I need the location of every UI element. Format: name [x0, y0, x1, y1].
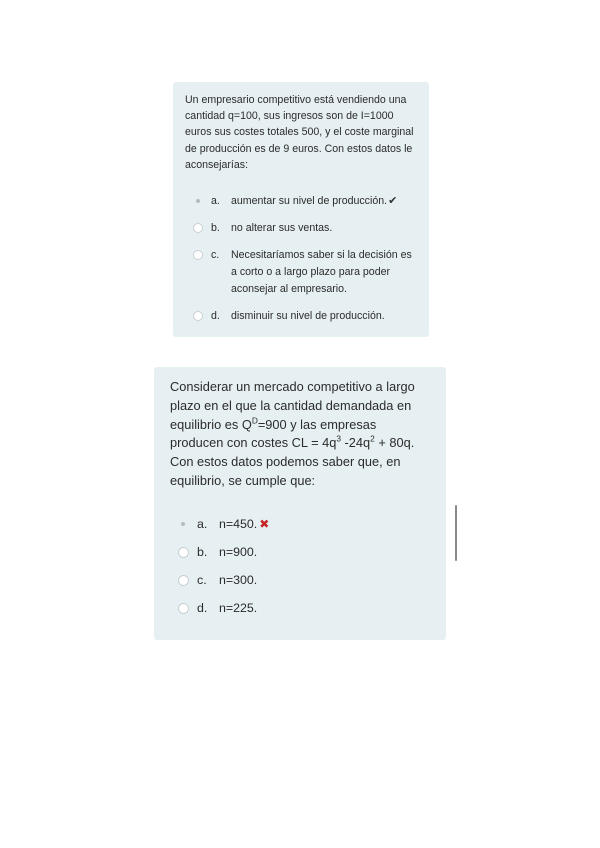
- answer-list: [170, 515, 432, 617]
- superscript: 2: [370, 434, 375, 445]
- answer-letter: c.: [211, 249, 220, 262]
- answer-text: n=900.: [219, 544, 258, 559]
- question-text-part: -24q: [340, 435, 371, 451]
- answer-text: n=225.: [219, 600, 258, 615]
- radio-button-selected[interactable]: [193, 196, 203, 206]
- radio-button[interactable]: [193, 311, 203, 321]
- answer-letter: a.: [197, 516, 208, 531]
- answer-option-c[interactable]: [170, 571, 432, 589]
- answer-letter: a.: [211, 195, 220, 208]
- answer-option-a[interactable]: [170, 515, 432, 533]
- radio-button[interactable]: [178, 575, 189, 586]
- answer-list: [185, 193, 417, 325]
- answer-text: no alterar sus ventas.: [231, 222, 333, 235]
- answer-option-d[interactable]: [185, 308, 417, 325]
- question-card-1: [173, 82, 429, 337]
- radio-button[interactable]: [193, 250, 203, 260]
- answer-letter: d.: [197, 600, 208, 615]
- answer-text: Necesitaríamos saber si la decisión es a corto o a largo plazo para poder aconsejar al empresario.: [231, 249, 412, 296]
- radio-button[interactable]: [193, 223, 203, 233]
- cross-icon: ✖: [259, 516, 270, 531]
- answer-letter: b.: [197, 544, 208, 559]
- answer-text: n=450.: [219, 516, 258, 531]
- radio-button[interactable]: [178, 547, 189, 558]
- question-text: [170, 378, 432, 491]
- answer-text: disminuir su nivel de producción.: [231, 310, 385, 323]
- scrollbar[interactable]: [455, 505, 457, 561]
- answer-letter: c.: [197, 572, 207, 587]
- answer-option-c[interactable]: [185, 247, 417, 298]
- superscript: D: [251, 415, 258, 426]
- answer-text: aumentar su nivel de producción.: [231, 195, 388, 208]
- answer-option-b[interactable]: [185, 220, 417, 237]
- checkmark-icon: ✔: [388, 195, 398, 208]
- question-card-2: [154, 367, 446, 640]
- radio-button-selected[interactable]: [178, 519, 189, 530]
- question-text-part: Considerar un mercado competitivo a largo plazo en el que la cantidad demandada en equilibrio es Q: [170, 379, 415, 432]
- question-text: Un empresario competitivo está vendiendo una cantidad q=100, sus ingresos son de I=1000 euros sus costes totales 500, y el coste marginal de producción es de 9 euros. Con estos datos le aconsejarías:: [185, 94, 414, 171]
- superscript: 3: [336, 434, 341, 445]
- question-text-part: =900 y las empresas producen con costes CL = 4q: [170, 416, 377, 451]
- answer-letter: b.: [211, 222, 220, 235]
- answer-text: n=300.: [219, 572, 258, 587]
- radio-button[interactable]: [178, 603, 189, 614]
- answer-option-a[interactable]: [185, 193, 417, 210]
- question-text-part: + 80q. Con estos datos podemos saber que, en equilibrio, se cumple que:: [170, 435, 415, 488]
- answer-option-d[interactable]: [170, 599, 432, 617]
- answer-letter: d.: [211, 310, 220, 323]
- answer-option-b[interactable]: [170, 543, 432, 561]
